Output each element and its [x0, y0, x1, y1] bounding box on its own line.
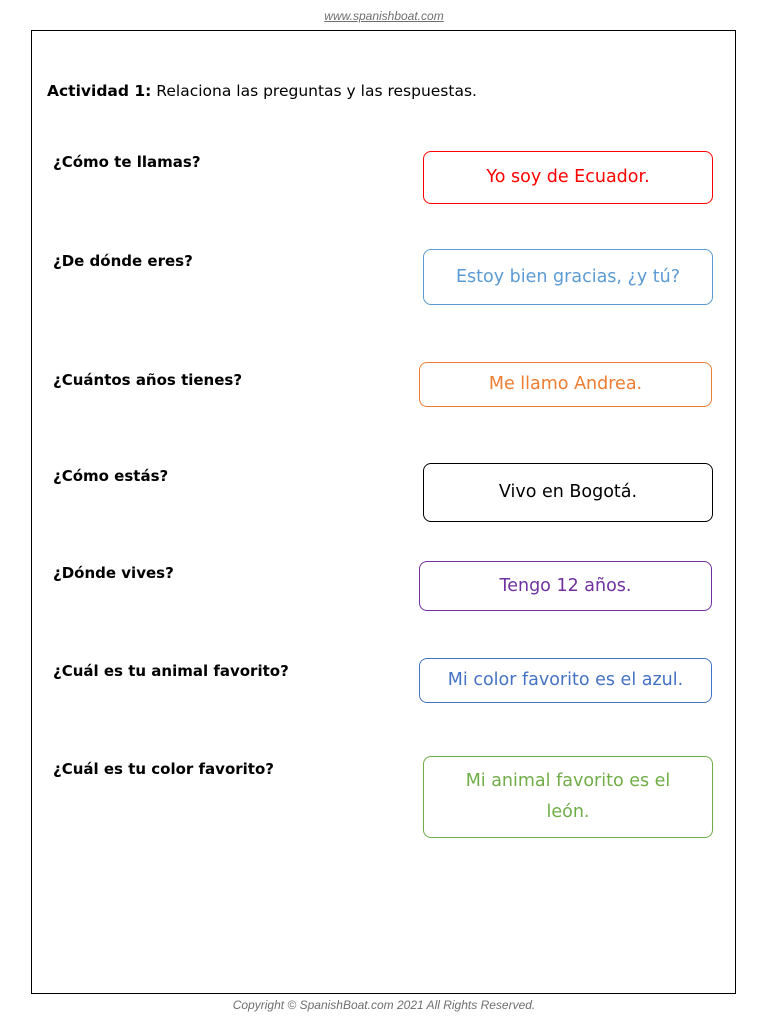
question-7: ¿Cuál es tu color favorito? [53, 760, 274, 778]
answer-box-6: Mi color favorito es el azul. [419, 658, 712, 703]
header-url[interactable]: www.spanishboat.com [324, 9, 444, 23]
answer-box-2: Estoy bien gracias, ¿y tú? [423, 249, 713, 305]
answer-box-4: Vivo en Bogotá. [423, 463, 713, 522]
question-1: ¿Cómo te llamas? [53, 153, 201, 171]
activity-heading [47, 82, 477, 100]
answer-box-1: Yo soy de Ecuador. [423, 151, 713, 204]
question-6: ¿Cuál es tu animal favorito? [53, 662, 289, 680]
question-4: ¿Cómo estás? [53, 467, 169, 485]
answer-box-3: Me llamo Andrea. [419, 362, 712, 407]
copyright-footer: Copyright © SpanishBoat.com 2021 All Rights Reserved. [232, 998, 536, 1012]
question-3: ¿Cuántos años tienes? [53, 371, 243, 389]
answer-box-7: Mi animal favorito es el león. [423, 756, 713, 838]
activity-instruction: Relaciona las preguntas y las respuestas. [156, 82, 477, 100]
activity-label: Actividad 1: [47, 82, 152, 100]
question-5: ¿Dónde vives? [53, 564, 174, 582]
answer-box-5: Tengo 12 años. [419, 561, 712, 611]
question-2: ¿De dónde eres? [53, 252, 193, 270]
